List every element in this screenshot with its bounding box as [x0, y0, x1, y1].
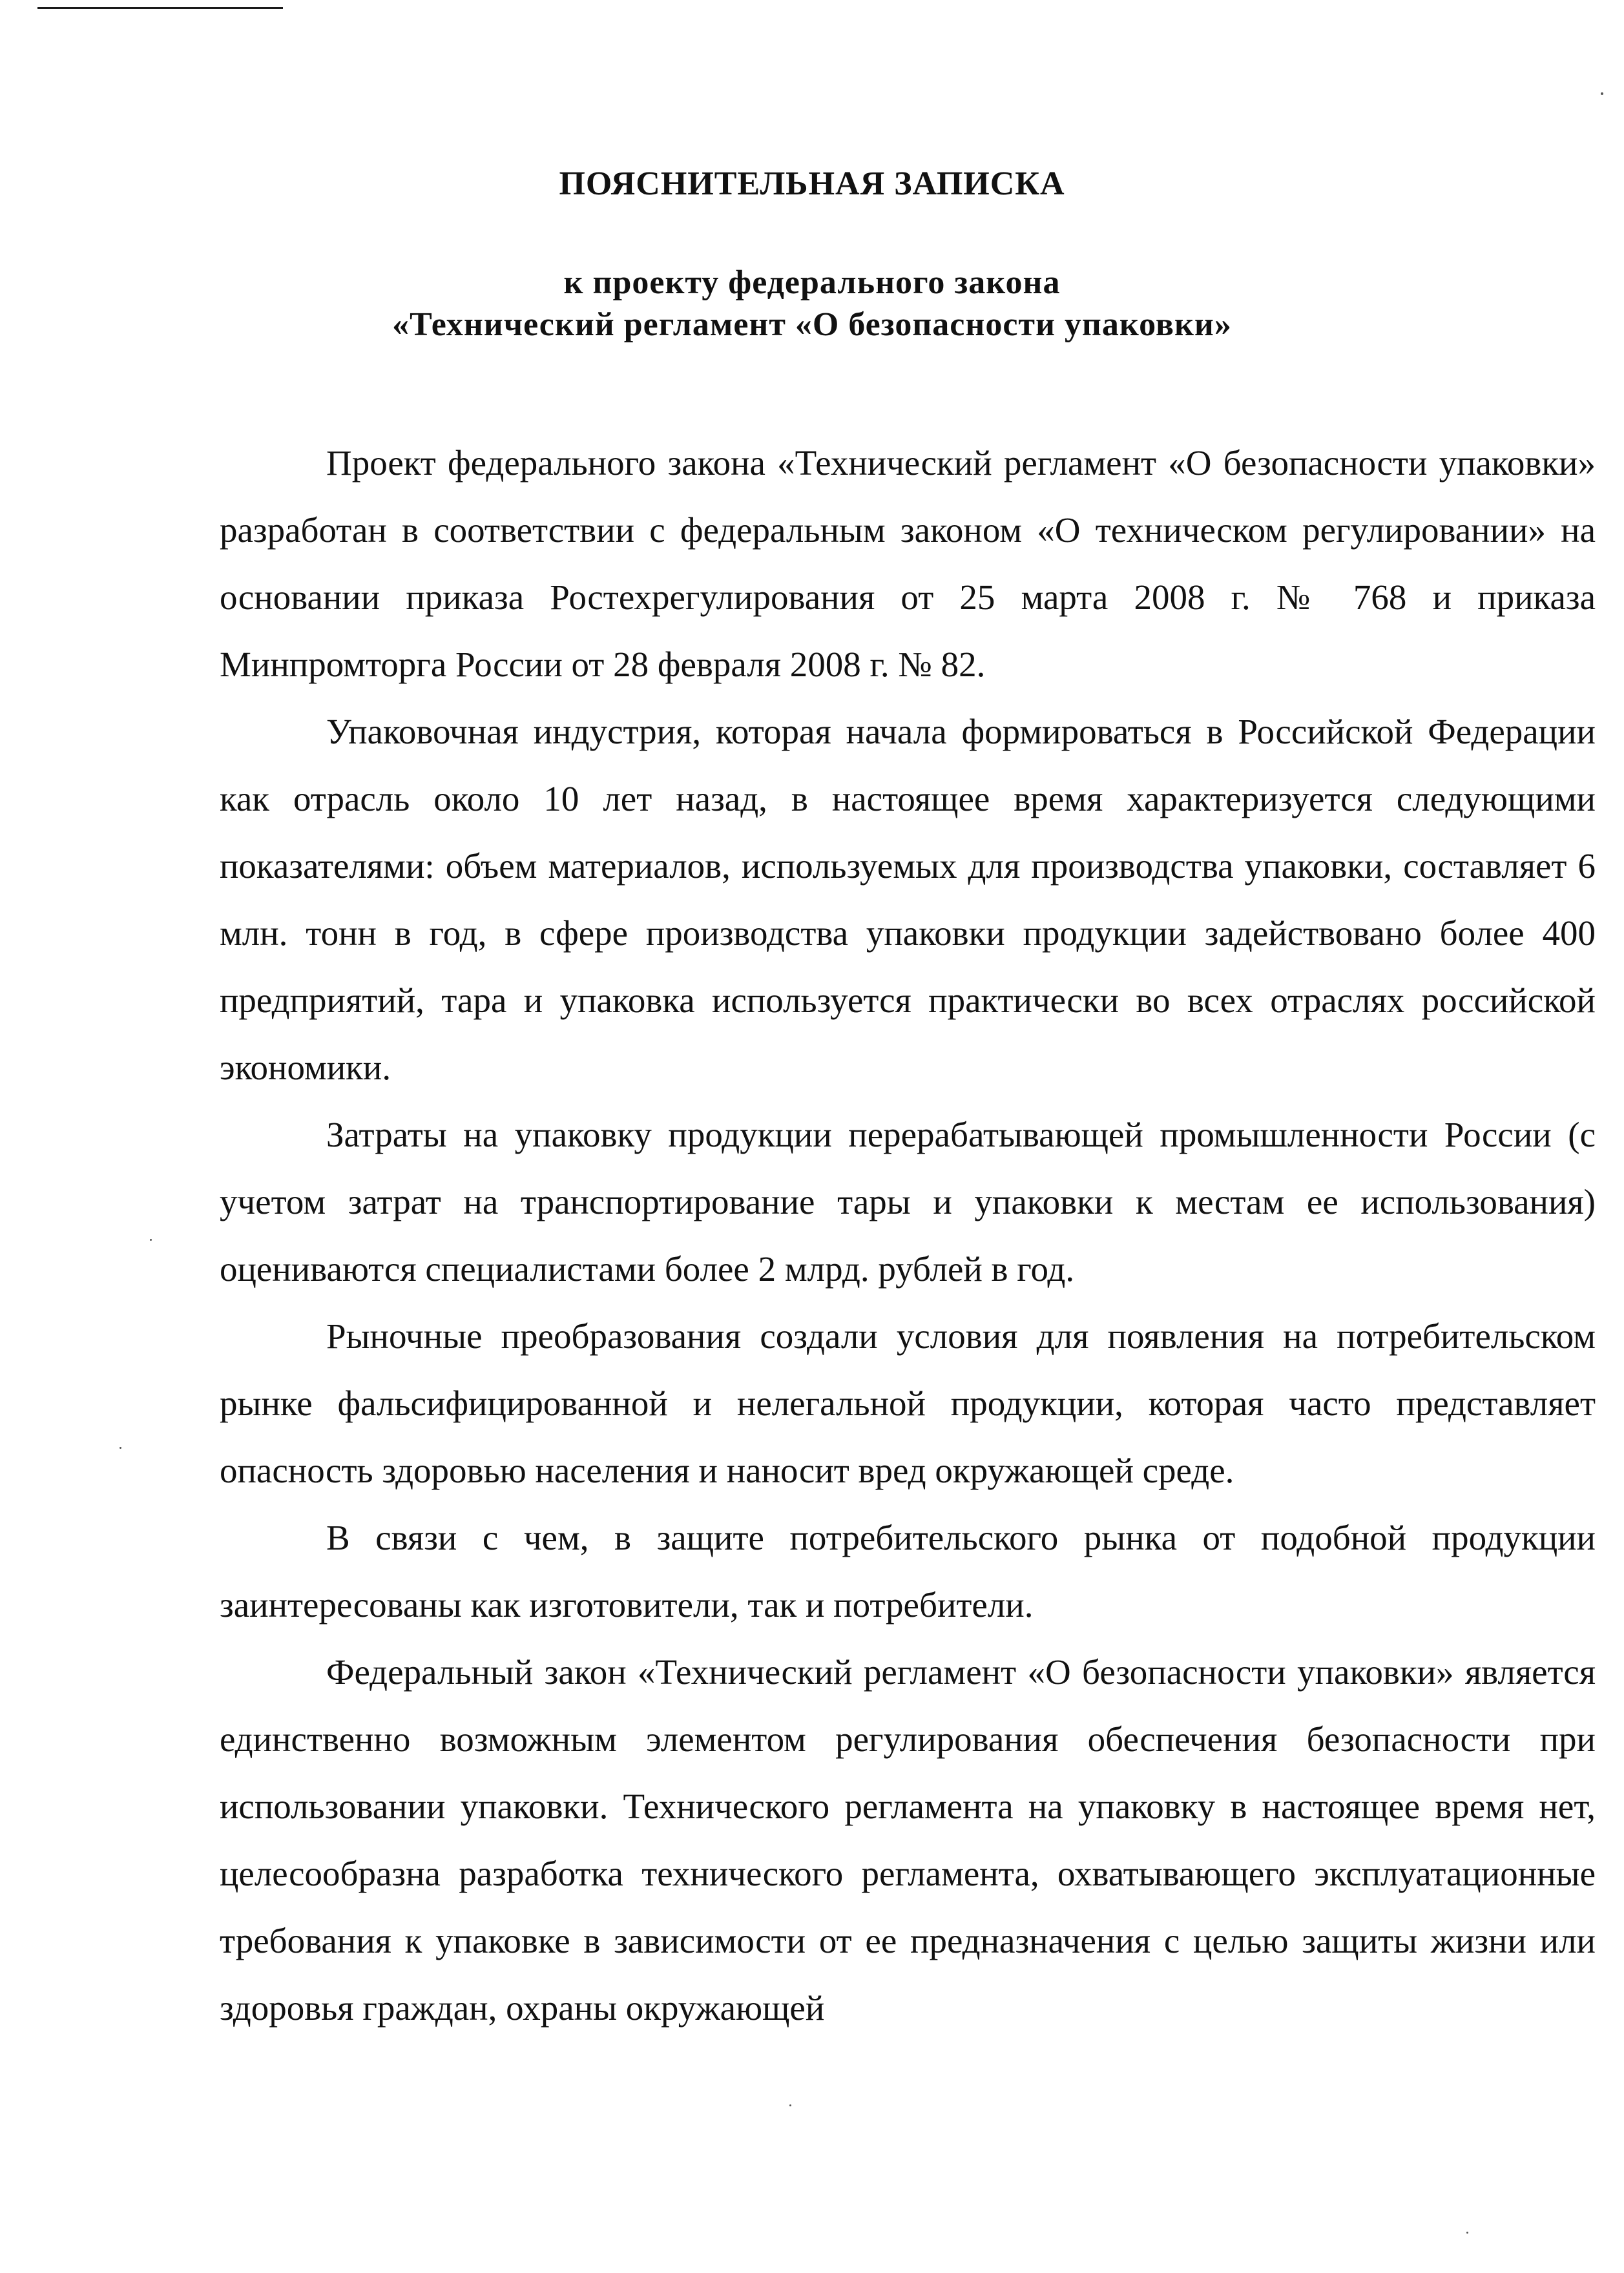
paragraph-market-transformations: Рыночные преобразования создали условия для появления на потребительском рынке фальсифицированной и нелегальной продукции, которая часто представляет опасность здоровью населения и наносит вред окружающей среде.	[220, 1316, 1596, 1490]
paragraph-packaging-costs: Затраты на упаковку продукции перерабатывающей промышленности России (с учетом затрат на транспортирование тары и упаковки к местам ее использования) оцениваются специалистами более 2 млрд. рублей в год.	[220, 1115, 1596, 1289]
document-body	[220, 430, 1596, 2042]
paragraph-project-basis: Проект федерального закона «Технический регламент «О безопасности упаковки» разработан в соответствии с федеральным законом «О техническом регулировании» на основании приказа Ростехрегулирования от 25 марта 2008 г. № 768 и приказа Минпромторга России от 28 февраля 2008 г. № 82.	[220, 443, 1596, 684]
scan-artifact-line	[37, 7, 283, 9]
scan-speck	[120, 1447, 121, 1449]
paragraph-market-protection: В связи с чем, в защите потребительского рынка от подобной продукции заинтересованы как изготовители, так и потребители.	[220, 1518, 1596, 1624]
paragraph-federal-law-role: Федеральный закон «Технический регламент «О безопасности упаковки» является единственно возможным элементом регулирования обеспечения безопасности при использовании упаковки. Технического регламента на упаковку в настоящее время нет, целесообразна разработка технического регламента, охватывающего эксплуатационные требования к упаковке в зависимости от ее предназначения с целью защиты жизни или здоровья граждан, охраны окружающей	[220, 1652, 1596, 2028]
scan-speck	[1466, 2232, 1468, 2234]
document-subtitle-line2: «Технический регламент «О безопасности упаковки»	[392, 306, 1232, 343]
paragraph-packaging-industry: Упаковочная индустрия, которая начала формироваться в Российской Федерации как отрасль около 10 лет назад, в настоящее время характеризуется следующими показателями: объем материалов, используемых для производства упаковки, составляет 6 млн. тонн в год, в сфере производства упаковки продукции задействовано более 400 предприятий, тара и упаковка используется практически во всех отраслях российской экономики.	[220, 712, 1596, 1087]
scan-speck	[789, 2104, 791, 2106]
scan-speck	[1601, 92, 1603, 95]
document-subtitle-line1: к проекту федерального закона	[563, 264, 1061, 301]
document-title: ПОЯСНИТЕЛЬНАЯ ЗАПИСКА	[559, 165, 1065, 202]
scan-speck	[150, 1239, 152, 1241]
